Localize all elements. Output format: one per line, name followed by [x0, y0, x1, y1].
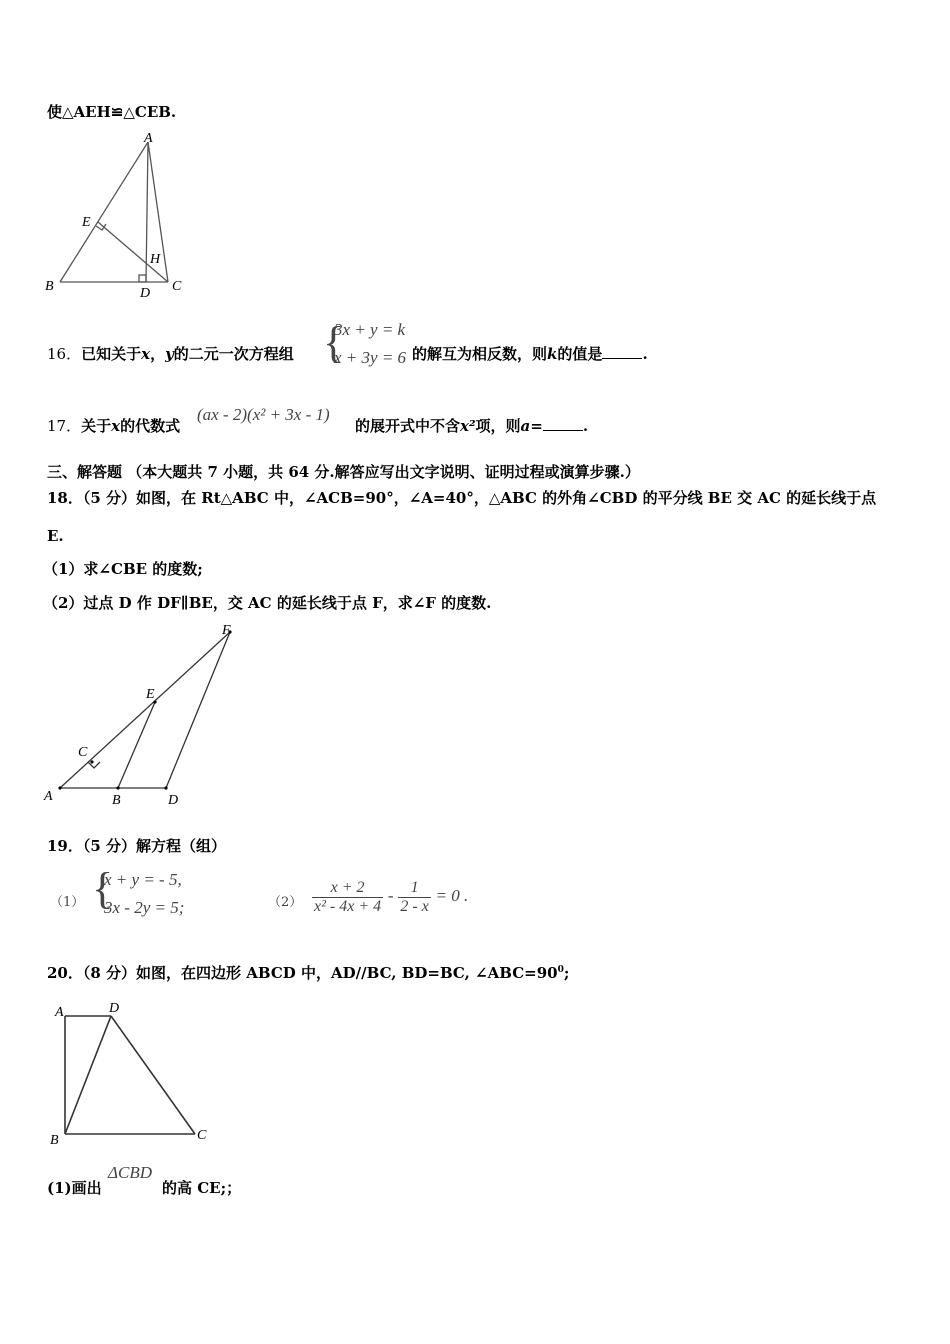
question-20-part1: (1)画出 [47, 1179, 102, 1197]
label-h: H [150, 252, 161, 267]
label-b: B [50, 1133, 59, 1148]
question-18-part1: （1）求∠CBE 的度数; [43, 560, 203, 578]
label-d: D [168, 793, 179, 808]
q19-part2-label: （2） [268, 895, 303, 910]
equation-brace: { [323, 318, 345, 367]
statement-line: 使△AEH≌△CEB. [47, 103, 177, 121]
label-b: B [45, 279, 54, 294]
q17-expression: (ax - 2)(x² + 3x - 1) [197, 405, 330, 424]
figure-triangle-abc-ef [40, 620, 250, 810]
q19-fraction-equation: $\frac{x + 2}{\text{x² - 4x + 4}}$ - $\frac{1}{2 - x}$ = 0 . [314, 878, 469, 915]
question-18-part2: （2）过点 D 作 DF∥BE，交 AC 的延长线于点 F，求∠F 的度数. [43, 594, 492, 612]
label-f: F [222, 623, 231, 638]
label-b: B [112, 793, 121, 808]
label-e: E [146, 687, 155, 702]
q19-part1-label: （1） [50, 895, 85, 910]
question-18-cont: E. [47, 527, 64, 545]
q16-tail: 的解互为相反数，则k的值是 . [412, 345, 648, 363]
figure-triangle-aeh [40, 130, 200, 300]
question-18: 18．（5 分）如图，在 Rt△ABC 中，∠ACB=90°，∠A=40°，△ABC 的外角∠CBD 的平分线 BE 交 AC 的延长线于点 [47, 489, 877, 507]
answer-blank[interactable] [602, 344, 642, 359]
system-brace: { [92, 864, 114, 913]
label-d: D [109, 1001, 120, 1016]
question-20: 20．（8 分）如图，在四边形 ABCD 中，AD//BC, BD=BC, $\angle ABC=90^0$; [47, 964, 570, 982]
label-c: C [172, 279, 182, 294]
label-c: C [78, 745, 88, 760]
question-20-part1-tail: 的高 CE;； [162, 1179, 242, 1197]
fraction-2: $\frac{1}{2 - x}$ [400, 878, 429, 915]
question-17: 17．关于x的代数式 [47, 417, 181, 435]
question-19: 19．（5 分）解方程（组） [47, 837, 227, 855]
q16-equation-1: 3x + y = k [334, 320, 406, 339]
label-c: C [197, 1128, 207, 1143]
label-d: D [140, 286, 151, 300]
triangle-cbd-notation: ΔCBD [108, 1163, 152, 1182]
label-a: A [55, 1005, 64, 1020]
figure-quadrilateral-abcd [45, 996, 220, 1151]
label-e: E [82, 215, 91, 230]
question-16: 16．已知关于x，y的二元一次方程组 [47, 345, 294, 363]
q19-system-eq1: x + y = - 5, [104, 870, 182, 889]
q17-tail: 的展开式中不含x²项，则a= . [355, 417, 589, 435]
label-a: A [144, 131, 153, 146]
answer-blank[interactable] [543, 416, 583, 431]
label-a: A [44, 789, 53, 804]
q19-system-eq2: 3x - 2y = 5; [104, 898, 185, 917]
q16-equation-2: x + 3y = 6 [334, 348, 407, 367]
section-heading: 三、解答题 （本大题共 7 小题，共 64 分.解答应写出文字说明、证明过程或演算步骤.） [47, 463, 640, 481]
fraction-1: $\frac{x + 2}{\text{x² - 4x + 4}}$ [314, 878, 382, 915]
